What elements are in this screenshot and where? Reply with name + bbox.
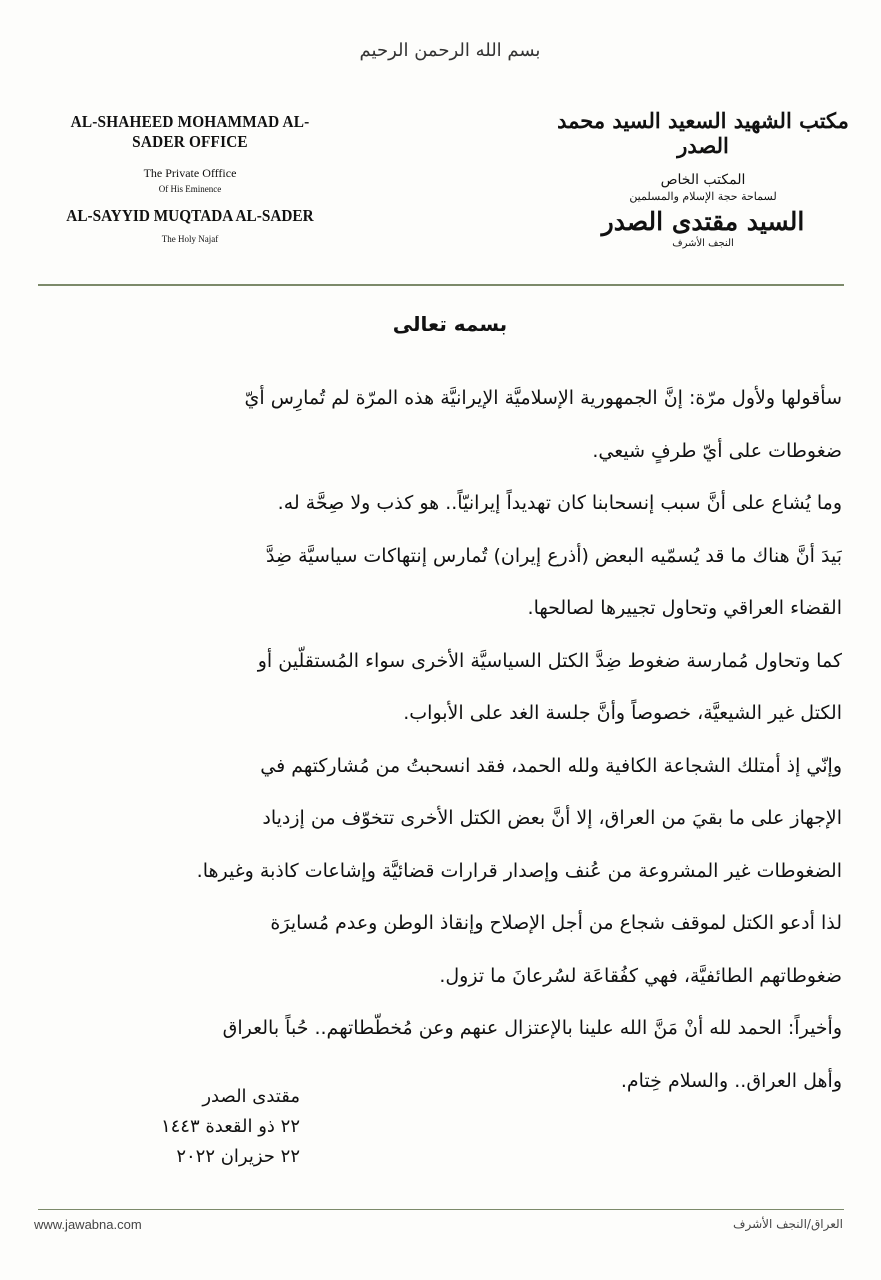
body-line: سأقولها ولأول مرّة: إنَّ الجمهورية الإسلاميَّة الإيرانيَّة هذه المرّة لم تُمارِس أيّ: [244, 387, 842, 409]
letter-body: [40, 372, 842, 1107]
body-line: وما يُشاع على أنَّ سبب إنسحابنا كان تهديداً إيرانيّاً.. هو كذب ولا صِحَّة له.: [277, 492, 842, 514]
arabic-letterhead: [553, 108, 853, 249]
arabic-office-name: مكتب الشهيد السعيد السيد محمد الصدر: [557, 108, 849, 158]
arabic-of-his-eminence: لسماحة حجة الإسلام والمسلمين: [629, 190, 777, 203]
body-line: ضغوطات على أيّ طرفٍ شيعي.: [592, 439, 842, 462]
signature-hijri-date: ٢٢ ذو القعدة ١٤٤٣: [160, 1116, 300, 1137]
header-divider: [38, 284, 844, 286]
document-title: بسمه تعالى: [392, 312, 508, 336]
body-line: وأخيراً: الحمد لله أنْ مَنَّ الله علينا بالإعتزال عنهم وعن مُخطّطاتهم.. حُباً بالعراق: [222, 1017, 842, 1039]
english-of-his-eminence: Of His Eminence: [158, 184, 222, 194]
body-line: الإجهاز على ما بقيَ من العراق، إلا أنَّ بعض الكتل الأخرى تتخوّف من إزدياد: [262, 807, 842, 829]
body-line: الكتل غير الشيعيَّة، خصوصاً وأنَّ جلسة الغد على الأبواب.: [403, 702, 842, 724]
body-line: بَيدَ أنَّ هناك ما قد يُسمّيه البعض (أذرع إيران) تُمارس إنتهاكات سياسيَّة ضِدَّ: [265, 544, 842, 567]
arabic-person-name: السيد مقتدى الصدر: [601, 207, 805, 236]
body-line: وأهل العراق.. والسلام خِتام.: [620, 1069, 842, 1092]
arabic-private-office: المكتب الخاص: [660, 172, 746, 188]
arabic-city: النجف الأشرف: [672, 238, 734, 249]
body-line: القضاء العراقي وتحاول تجييرها لصالحها.: [527, 597, 842, 619]
body-line: ضغوطاتهم الطائفيَّة، فهي كفُقاعَة لسُرعانَ ما تزول.: [439, 964, 842, 987]
english-person-name: AL-SAYYID MUQTADA AL-SADER: [66, 206, 314, 225]
body-line: كما وتحاول مُمارسة ضغوط ضِدَّ الكتل السياسيَّة الأخرى سواء المُستقلّين أو: [257, 649, 842, 672]
english-city: The Holy Najaf: [161, 234, 219, 244]
basmala: بسم الله الرحمن الرحيم: [359, 40, 541, 61]
english-letterhead: [30, 112, 350, 244]
english-office-name: AL-SHAHEED MOHAMMAD AL-SADER OFFICE: [70, 112, 310, 151]
english-private-office: The Private Offfice: [143, 166, 237, 180]
signature-name: مقتدى الصدر: [202, 1086, 300, 1107]
body-line: وإنّي إذ أمتلك الشجاعة الكافية ولله الحمد، فقد انسحبتُ من مُشاركتهم في: [260, 754, 842, 777]
footer-location: العراق/النجف الأشرف: [733, 1217, 843, 1231]
signature-gregorian-date: ٢٢ حزيران ٢٠٢٢: [176, 1146, 300, 1167]
body-line: الضغوطات غير المشروعة من عُنف وإصدار قرارات قضائيَّة وإشاعات كاذبة وغيرها.: [196, 859, 842, 882]
body-line: لذا أدعو الكتل لموقف شجاع من أجل الإصلاح وإنقاذ الوطن وعدم مُسايرَة: [270, 912, 842, 934]
signature-block: [100, 1082, 300, 1172]
footer-divider: [38, 1209, 844, 1210]
footer-website: www.jawabna.com: [34, 1217, 142, 1232]
